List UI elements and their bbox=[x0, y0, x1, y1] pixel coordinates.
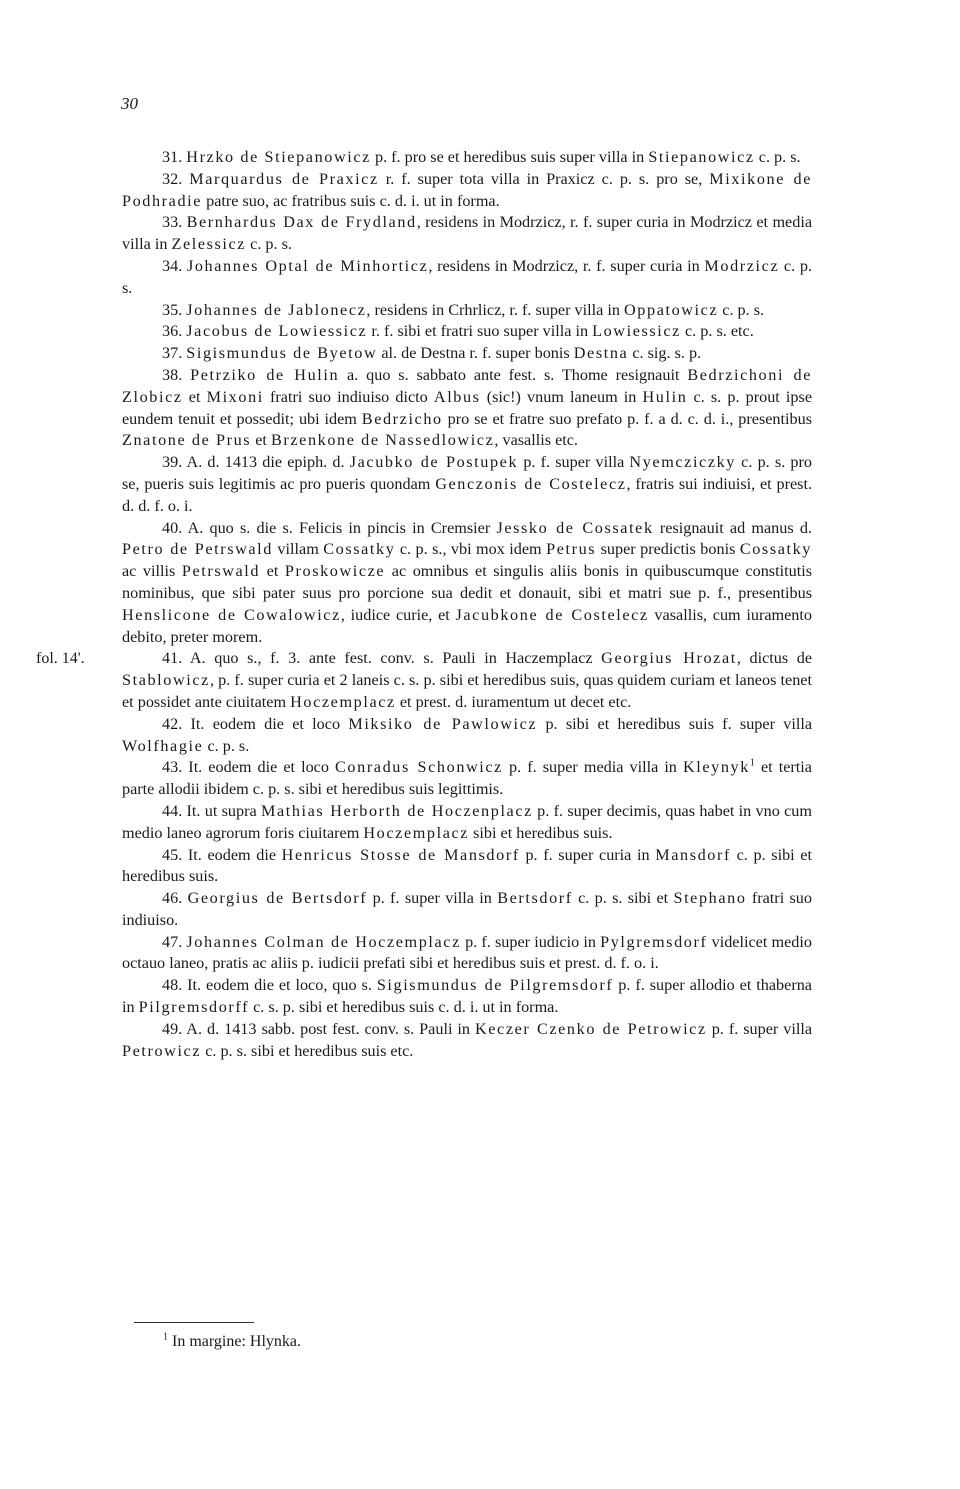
entry-47: 47. Johannes Colman de Hoczemplacz p. f. super iudicio in Pylgremsdorf videlicet medio octauo laneo, pratis ac aliis p. iudicii prefati sibi et heredibus suis et prest. d. f. o. i. bbox=[122, 932, 812, 973]
footnote-text: In margine: Hlynka. bbox=[172, 1333, 302, 1350]
entry-42: 42. It. eodem die et loco Miksiko de Pawlowicz p. sibi et heredibus suis f. super villa Wolfhagie c. p. s. bbox=[122, 714, 813, 755]
entry-38: 38. Petrziko de Hulin a. quo s. sabbato ante fest. s. Thome resignauit Bedrzichoni de Zlobicz et Mixoni fratri suo indiuiso dicto Albus (sic!) vnum laneum in Hulin c. s. p. prout ipse eundem tenuit et possedit; ubi idem Bedrzicho pro se et fratre suo prefato p. f. a d. c. d. i., presentibus Znatone de Prus et Brzenkone de Nassedlowicz, vasallis etc. bbox=[122, 365, 813, 450]
entry-41: 41. A. quo s., f. 3. ante fest. conv. s. Pauli in Haczemplacz Georgius Hrozat, dictus de Stablowicz, p. f. super curia et 2 laneis c. s. p. sibi et heredibus suis, quas quidem curiam et laneos tenet et possidet ante ciuitatem Hoczemplacz et prest. d. iuramentum ut decet etc. bbox=[122, 649, 813, 711]
entry-33: 33. Bernhardus Dax de Frydland, residens in Modrzicz, r. f. super curia in Modrzicz et media villa in Zelessicz c. p. s. bbox=[122, 213, 812, 254]
entry-35: 35. Johannes de Jablonecz, residens in Crhrlicz, r. f. super villa in Oppatowicz c. p. s. bbox=[162, 300, 765, 319]
entry-43: 43. It. eodem die et loco Conradus Schonwicz p. f. super media villa in Kleynyk$^1$ et tertia parte allodii ibidem c. p. s. sibi et heredibus suis legittimis. bbox=[122, 757, 812, 799]
entry-39: 39. A. d. 1413 die epiph. d. Jacubko de Postupek p. f. super villa Nyemcziczky c. p. s. pro se, pueris suis legitimis ac pro pueris quondam Genczonis de Costelecz, fratris sui indiuisi, et prest. d. d. f. o. i. bbox=[122, 453, 812, 515]
entry-46: 46. Georgius de Bertsdorf p. f. super villa in Bertsdorf c. p. s. sibi et Stephano fratri suo indiuiso. bbox=[122, 889, 812, 929]
entry-45: 45. It. eodem die Henricus Stosse de Mansdorf p. f. super curia in Mansdorf c. p. sibi et heredibus suis. bbox=[122, 845, 812, 886]
footnote-divider bbox=[134, 1322, 254, 1323]
entry-49: 49. A. d. 1413 sabb. post fest. conv. s. Pauli in Keczer Czenko de Petrowicz p. f. super villa Petrowicz c. p. s. sibi et heredibus suis etc. bbox=[122, 1019, 813, 1060]
entry-48: 48. It. eodem die et loco, quo s. Sigismundus de Pilgremsdorf p. f. super allodio et thaberna in Pilgremsdorff c. s. p. sibi et heredibus suis c. d. i. ut in forma. bbox=[122, 976, 812, 1017]
footnote bbox=[163, 1333, 301, 1351]
entry-44: 44. It. ut supra Mathias Herborth de Hoczenplacz p. f. super decimis, quas habet in vno cum medio laneo agrorum foris ciuitarem Hoczemplacz sibi et heredibus suis. bbox=[122, 801, 812, 842]
entry-34: 34. Johannes Optal de Minhorticz, residens in Modrzicz, r. f. super curia in Modrzicz c. p. s. bbox=[122, 256, 813, 297]
footnote-marker: 1 bbox=[163, 1331, 168, 1343]
entry-36: 36. Jacobus de Lowiessicz r. f. sibi et fratri suo super villa in Lowiessicz c. p. s. etc. bbox=[162, 322, 754, 341]
entry-31: 31. Hrzko de Stiepanowicz p. f. pro se et heredibus suis super villa in Stiepanowicz c. p. s. bbox=[162, 148, 801, 166]
main-text bbox=[122, 147, 812, 1062]
entry-37: 37. Sigismundus de Byetow al. de Destna r. f. super bonis Destna c. sig. s. p. bbox=[162, 344, 702, 363]
page-number: 30 bbox=[121, 94, 138, 113]
margin-note: fol. 14'. bbox=[36, 650, 85, 667]
entry-40: 40. A. quo s. die s. Felicis in pincis in Cremsier Jessko de Cossatek resignauit ad manus d. Petro de Petrswald villam Cossatky c. p. s., vbi mox idem Petrus super predictis bonis Cossatky ac villis Petrswald et Proskowicze ac omnibus et singulis aliis bonis in quibuscumque constitutis nominibus, que sibi pater suus pro porcione sua dedit et donauit, sibi et matri sue p. f., presentibus Henslicone de Cowalowicz, iudice curie, et Jacubkone de Costelecz vasallis, cum iuramento debito, preter morem. bbox=[122, 518, 812, 646]
entry-32: 32. Marquardus de Praxicz r. f. super tota villa in Praxicz c. p. s. pro se, Mixikone de Podhradie patre suo, ac fratribus suis c. d. i. ut in forma. bbox=[122, 169, 813, 210]
